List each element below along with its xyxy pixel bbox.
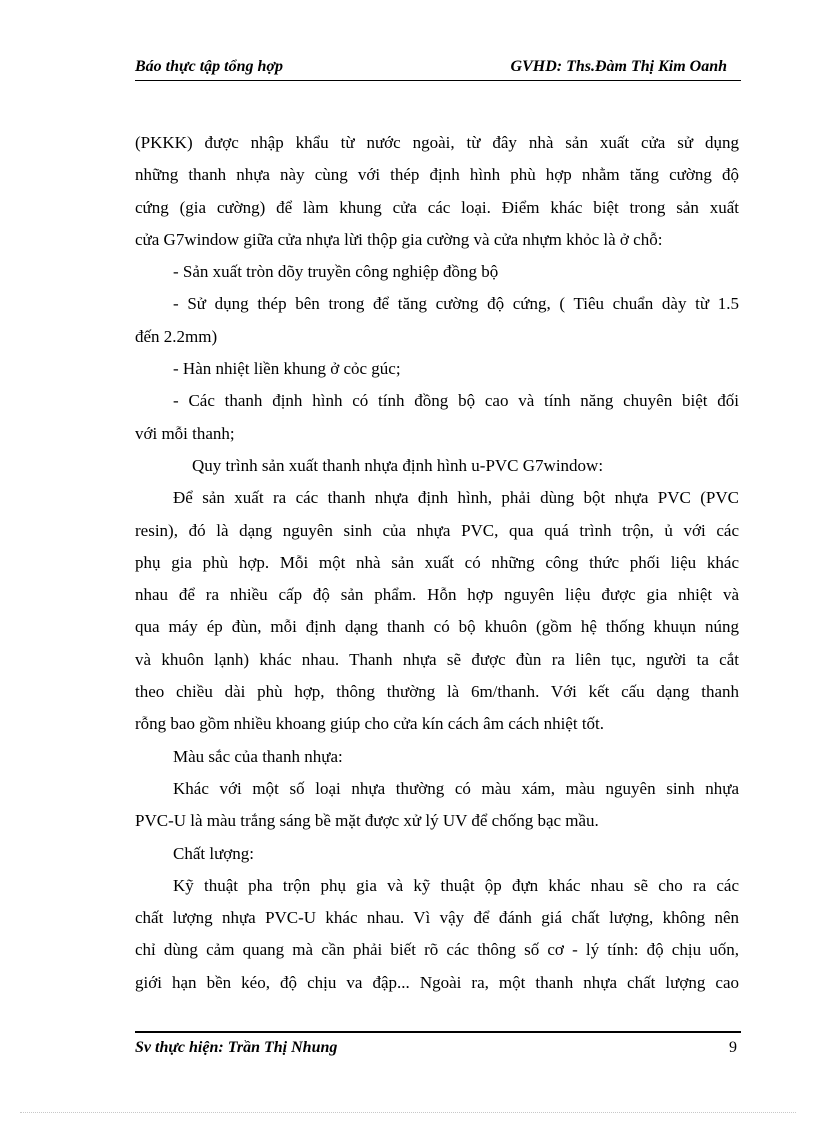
page-header xyxy=(135,54,741,81)
text-line: nhau để ra nhiều cấp độ sản phẩm. Hỗn hợp nguyên liệu được gia nhiệt và xyxy=(135,585,739,605)
section-heading: Chất lượng: xyxy=(173,843,255,863)
text-line: - Sử dụng thép bên trong để tăng cường độ cứng, ( Tiêu chuẩn dày từ 1.5 xyxy=(173,294,739,314)
text-line: qua máy ép đùn, mỗi định dạng thanh có bộ khuôn (gồm hệ thống khuụn núng xyxy=(135,617,739,637)
text-line: PVC-U là màu trắng sáng bề mặt được xử lý UV để chống bạc mầu. xyxy=(135,811,599,831)
text-line: (PKKK) được nhập khẩu từ nước ngoài, từ đây nhà sản xuất cửa sử dụng xyxy=(135,133,739,152)
header-supervisor: GVHD: Ths.Đàm Thị Kim Oanh xyxy=(510,58,727,75)
text-line: những thanh nhựa này cùng với thép định hình phù hợp nhằm tăng cường độ xyxy=(135,165,739,185)
text-line: resin), đó là dạng nguyên sinh của nhựa PVC, qua quá trình trộn, ủ với các xyxy=(135,520,739,540)
text-line: Khác với một số loại nhựa thường có màu xám, màu nguyên sinh nhựa xyxy=(173,778,739,798)
section-heading: Màu sắc của thanh nhựa: xyxy=(173,746,343,766)
page-footer xyxy=(135,1031,741,1063)
text-line: Kỹ thuật pha trộn phụ gia và kỹ thuật ộp đựn khác nhau sẽ cho ra các xyxy=(173,875,739,895)
page-edge-divider xyxy=(20,1112,796,1113)
header-report-title: Báo thực tập tổng hợp xyxy=(135,58,283,75)
text-line: phụ gia phù hợp. Mỗi một nhà sản xuất có những công thức phối liệu khác xyxy=(135,552,739,572)
document-body xyxy=(135,127,739,999)
text-line: đến 2.2mm) xyxy=(135,326,218,346)
text-line: chỉ dùng cảm quang mà cần phải biết rõ các thông số cơ - lý tính: độ chịu uốn, xyxy=(135,940,739,960)
page-number: 9 xyxy=(729,1039,737,1056)
section-heading: Quy trình sản xuất thanh nhựa định hình u-PVC G7window: xyxy=(192,455,604,475)
text-line: - Các thanh định hình có tính đồng bộ cao và tính năng chuyên biệt đối xyxy=(173,391,739,411)
text-line: theo chiều dài phù hợp, thông thường là 6m/thanh. Với kết cấu dạng thanh xyxy=(135,682,739,702)
text-line: cứng (gia cường) để làm khung cửa các loại. Điểm khác biệt trong sản xuất xyxy=(135,197,739,217)
text-line: cửa G7window giữa cửa nhựa lừi thộp gia cường và cửa nhựm khỏc là ở chỗ: xyxy=(135,229,663,249)
text-line: chất lượng nhựa PVC-U khác nhau. Vì vậy để đánh giá chất lượng, không nên xyxy=(135,908,739,928)
text-line: - Hàn nhiệt liền khung ở cỏc gúc; xyxy=(173,359,401,379)
text-line: giới hạn bền kéo, độ chịu va đập... Ngoài ra, một thanh nhựa chất lượng cao xyxy=(135,972,739,992)
text-line: và khuôn lạnh) khác nhau. Thanh nhựa sẽ được đùn ra liên tục, người ta cắt xyxy=(135,649,739,669)
text-line: với mỗi thanh; xyxy=(135,423,235,443)
footer-student-name: Sv thực hiện: Trần Thị Nhung xyxy=(135,1039,338,1056)
text-line: Để sản xuất ra các thanh nhựa định hình, phải dùng bột nhựa PVC (PVC xyxy=(173,488,739,508)
text-line: - Sản xuất tròn dõy truyền công nghiệp đồng bộ xyxy=(173,262,499,282)
text-line: rỗng bao gồm nhiều khoang giúp cho cửa kín cách âm cách nhiệt tốt. xyxy=(135,714,605,734)
